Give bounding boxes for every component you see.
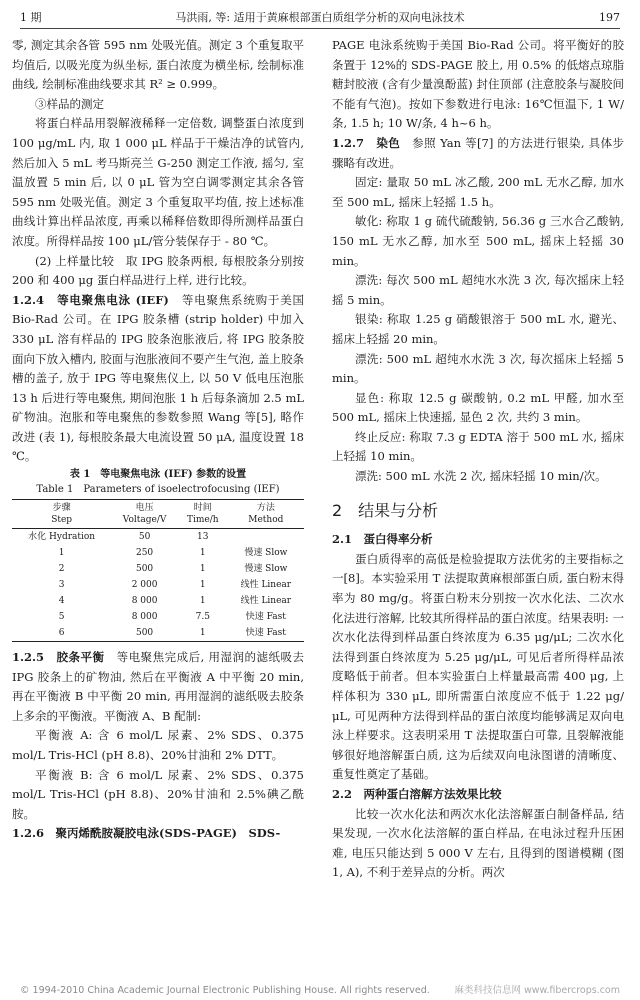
section-1-2-6-title: 1.2.6 聚丙烯酰胺凝胶电泳(SDS-PAGE) SDS- [12,826,281,841]
issue-label: 1 期 [20,11,42,24]
subsection-sample-measurement: ③样品的测定 [35,96,104,111]
running-header [20,8,620,29]
table-row: 3 2 000 1 线性 Linear [58,580,292,591]
section-1-2-7-text: 参照 Yan 等[7] 的方法进行银染, 具体步骤略有改进。 [332,135,624,170]
header-method: 方法 Method [248,503,284,526]
table-row: 5 8 000 7.5 快速 Fast [58,612,286,623]
section-2-2-title: 2.2 两种蛋白溶解方法效果比较 [332,786,502,801]
table-caption-en: Table 1 Parameters of isoelectrofocusing (IEF) [36,484,280,496]
ief-parameters-table [12,499,304,642]
step-stop: 终止反应: 称取 7.3 g EDTA 溶于 500 mL 水, 摇床上轻摇 10 min。 [332,429,624,464]
section-1-2-4 [12,291,304,467]
section-2-1-title: 2.1 蛋白得率分析 [332,532,433,547]
section-1-2-5-text: 等电聚焦完成后, 用湿润的滤纸吸去 IPG 胶条上的矿物油, 然后在平衡液 A 中平衡 20 min, 再在平衡液 B 中平衡 20 min, 再用湿润的滤纸吸去胶条上多余的平衡液。平衡液 A、B 配制: [12,650,304,723]
table-header-row [12,500,304,529]
watermark-text: 麻类科技信息网 www.fibercrops.com [454,985,620,996]
paragraph-standard-curve: 零, 测定其余各管 595 nm 处吸光值。测定 3 个重复取平均值后, 以吸光度为纵坐标, 蛋白浓度为横坐标, 绘制标准曲线, 绘制标准曲线要求其 R² ≥ 0.999。 [12,38,304,92]
header-time: 时间 Time/h [186,503,219,526]
paragraph-loading-comparison: (2) 上样量比较 取 IPG 胶条两根, 每根胶条分别按 200 和 400 μg 蛋白样品进行上样, 进行比较。 [12,253,304,288]
step-rinse-3: 漂洗: 500 mL 水洗 2 次, 摇床轻摇 10 min/次。 [355,469,607,484]
table-row: 4 8 000 1 线性 Linear [58,596,292,607]
equilibration-buffer-b: 平衡液 B: 含 6 mol/L 尿素、2% SDS、0.375 mol/L Tris-HCl (pH 8.8)、20%甘油和 2.5%碘乙酰胺。 [12,767,304,821]
section-1-2-5-title: 1.2.5 胶条平衡 [12,650,105,665]
header-voltage: 电压 Voltage/V [122,503,167,526]
section-1-2-4-title: 1.2.4 等电聚焦电泳 (IEF) [12,292,169,307]
running-title: 马洪雨, 等: 适用于黄麻根部蛋白质组学分析的双向电泳技术 [175,11,465,24]
section-2-2-text: 比较一次水化法和两次水化法溶解蛋白制备样品, 结果发现, 一次水化法溶解的蛋白样品, 在电泳过程升压困难, 电压只能达到 5 000 V 左右, 且得到的图谱模糊 (图 1, A), 不利于差异点的分析。两次 [332,806,624,880]
step-rinse-1: 漂洗: 每次 500 mL 超纯水水洗 3 次, 每次摇床上轻摇 5 min。 [332,273,624,307]
paragraph-sds-page: PAGE 电泳系统购于美国 Bio-Rad 公司。将平衡好的胶条置于 12%的 SDS-PAGE 胶上, 用 0.5% 的低熔点琼脂糖封胶液 (含有少量溴酚蓝) 封住顶部 (注意胶条与凝胶间不能有气泡)。按如下参数进行电泳: 16℃恒温下, 1 W/条, 1.5 h; 10 W/条, 4 h~6 h。 [332,38,624,131]
left-column [12,36,304,844]
table-caption: 表 1 等电聚焦电泳 (IEF) 参数的设置 [69,469,247,481]
step-silver-staining: 银染: 称取 1.25 g 硝酸银溶于 500 mL 水, 避光、摇床上轻摇 20 min。 [332,312,624,346]
section-2-title: 2 结果与分析 [332,500,439,520]
section-1-2-5 [12,648,304,726]
page-footer [20,984,620,998]
equilibration-buffer-a: 平衡液 A: 含 6 mol/L 尿素、2% SDS、0.375 mol/L Tris-HCl (pH 8.8)、20%甘油和 2% DTT。 [12,728,304,763]
table-row: 1 250 1 慢速 Slow [58,548,288,559]
section-1-2-7-title: 1.2.7 染色 [332,135,401,150]
table-row: 2 500 1 慢速 Slow [58,564,288,575]
right-column [332,36,624,883]
header-step: 步骤 Step [51,503,73,526]
step-development: 显色: 称取 12.5 g 碳酸钠, 0.2 mL 甲醛, 加水至 500 mL, 摇床上快速摇, 显色 2 次, 共约 3 min。 [332,390,624,425]
table-row: 6 500 1 快速 Fast [12,625,304,642]
step-sensitization: 敏化: 称取 1 g 硫代硫酸钠, 56.36 g 三水合乙酸钠, 150 mL 无水乙醇, 加水至 500 mL, 摇床上轻摇 30 min。 [332,214,624,268]
table-row: 水化 Hydration 50 13 [28,532,209,543]
copyright-line: © 1994-2010 China Academic Journal Electronic Publishing House. All rights reserved. [20,985,430,996]
section-1-2-4-text: 等电聚焦系统购于美国 Bio-Rad 公司。在 IPG 胶条槽 (strip holder) 中加入 330 μL 溶有样品的 IPG 胶条泡胀液后, 将 IPG 胶条胶面向下放入槽内, 胶面与泡胀液间不要产生气泡, 盖上胶条槽的盖子, 放于 IPG 等电聚焦仪上, 以 50 V 低电压泡胀 13 h 后进行等电聚焦, 期间泡胀 1 h 后每条滴加 2.5 mL 矿物油。泡胀和等电聚焦的参数参照 Wang 等[5], 略作改进 (表 1), 每根胶条最大电流设置 50 μA, 温度设置 18 ℃。 [12,292,304,464]
section-1-2-7 [332,134,624,173]
section-2-1-text: 蛋白质得率的高低是检验提取方法优劣的主要指标之一[8]。本实验采用 T 法提取黄麻根部蛋白质, 蛋白粉末得率为 80 mg/g。将蛋白粉末分别按一次水化法、二次水化法进行溶解, 比较其所得样品的蛋白浓度。结果表明: 一次水化法得到样品蛋白终浓度为 6.35 μg/μL; 二次水化法得到蛋白终浓度为 5.25 μg/μL, 可见后者所得样品浓度略低于前者。但本实验蛋白上样量最高需 400 μg, 上样体积为 330 μL, 即所需蛋白浓度应不低于 1.22 μg/μL, 可见两种方法得到样品的蛋白浓度均能够满足双向电泳上样要求。这表明采用 T 法提取蛋白可靠, 且裂解液能够很好地溶解蛋白质, 这为后续双向电泳图谱的清晰度、重复性奠定了基础。 [332,551,624,782]
paragraph-sample-measurement: 将蛋白样品用裂解液稀释一定倍数, 调整蛋白浓度到 100 μg/mL 内, 取 1 000 μL 样品于干燥洁净的试管内, 然后加入 5 mL 考马斯亮兰 G-250 测定工作液, 摇匀, 室温放置 5 min 后, 以 0 μL 管为空白调零测定其余各管 595 nm 处吸光值。测定 3 个重复取平均值, 按上述标准曲线计算出样品浓度, 再乘以稀释倍数即得所测样品蛋白浓度。所得样品按 100 μL/管分装保存于 - 80 ℃。 [12,116,304,248]
step-fixation: 固定: 量取 50 mL 冰乙酸, 200 mL 无水乙醇, 加水至 500 mL, 摇床上轻摇 1.5 h。 [332,175,624,209]
page-number: 197 [599,11,620,24]
step-rinse-2: 漂洗: 500 mL 超纯水水洗 3 次, 每次摇床上轻摇 5 min。 [332,351,624,386]
